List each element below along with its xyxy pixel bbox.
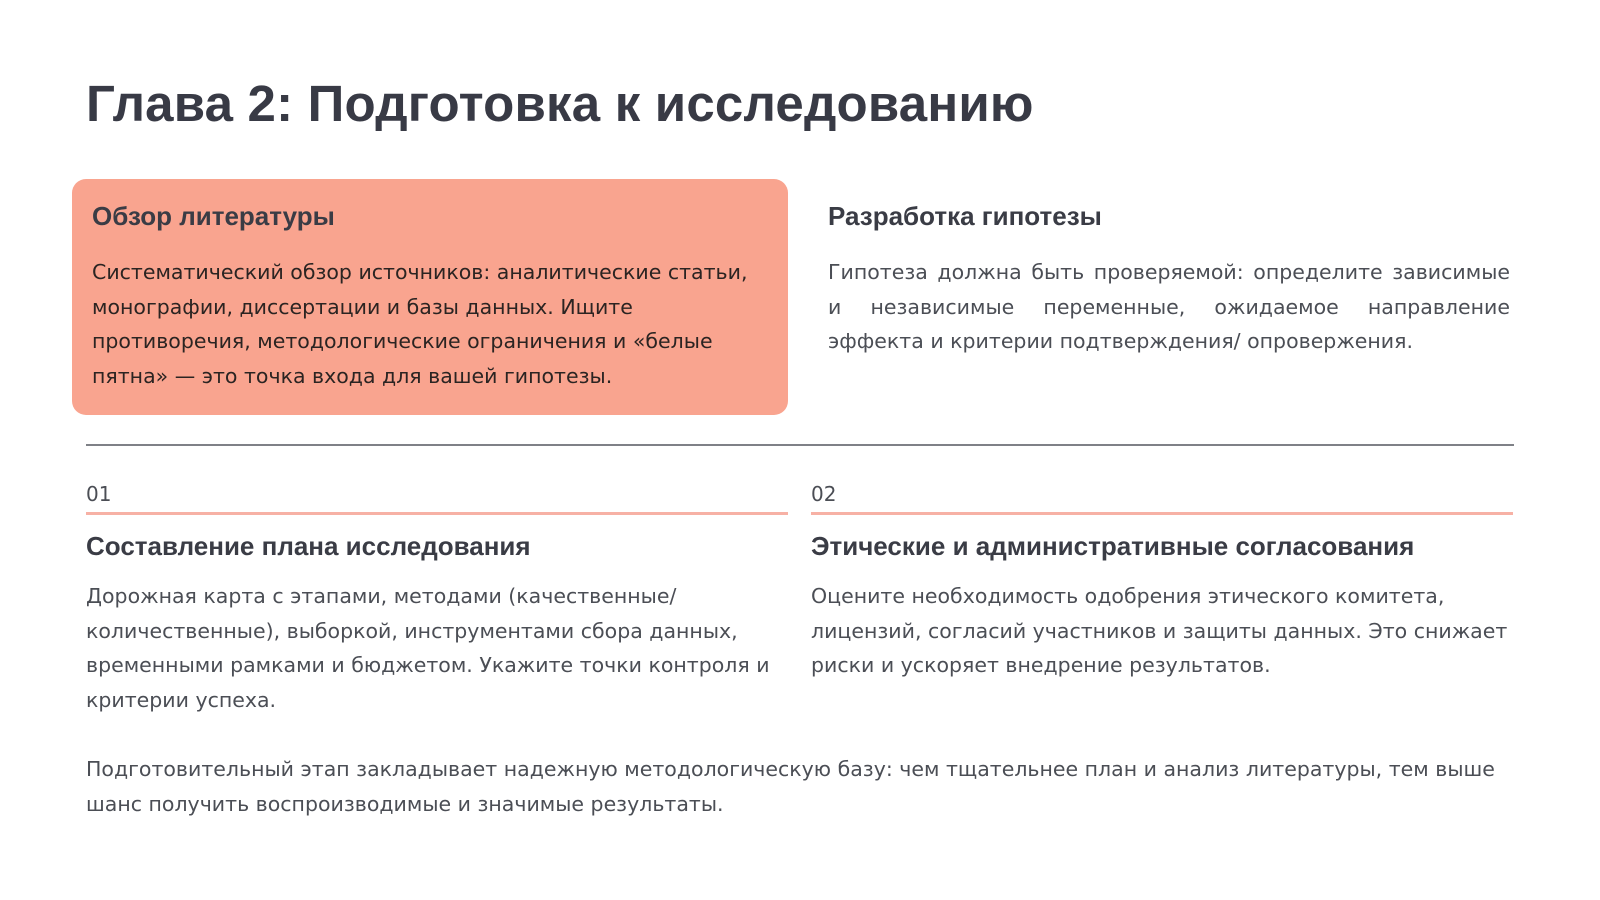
- step-title: Этические и административные согласования: [811, 531, 1415, 561]
- step-number: 01: [86, 482, 112, 506]
- step-text: Оцените необходимость одобрения этического комитета, лицензий, согласий участников и защиты данных. Это снижает риски и ускоряет внедрение результатов.: [811, 584, 1508, 677]
- page-title: Глава 2: Подготовка к исследованию: [86, 75, 1034, 132]
- section-divider: [86, 444, 1514, 446]
- literature-review-title: Обзор литературы: [92, 201, 335, 231]
- step-accent-rule: [86, 512, 788, 515]
- step-research-plan: [86, 476, 788, 717]
- step-accent-rule: [811, 512, 1513, 515]
- step-text: Дорожная карта с этапами, методами (качественные/количественные), выборкой, инструментами сбора данных, временными рамками и бюджетом. Укажите точки контроля и критерии успеха.: [86, 584, 770, 712]
- literature-review-text: Систематический обзор источников: аналитические статьи, монографии, диссертации и базы данных. Ищите противоречия, методологические ограничения и «белые пятна» — это точка входа для вашей гипотезы.: [92, 260, 748, 388]
- step-ethics-approvals: [811, 476, 1513, 683]
- hypothesis-title: Разработка гипотезы: [828, 201, 1102, 231]
- hypothesis-card: [808, 179, 1530, 415]
- step-title: Составление плана исследования: [86, 531, 531, 561]
- literature-review-card: [72, 179, 788, 415]
- hypothesis-text: Гипотеза должна быть проверяемой: определите зависимые и независимые переменные, ожидаемое направление эффекта и критерии подтверждения/ опровержения.: [828, 260, 1510, 353]
- conclusion-text: Подготовительный этап закладывает надежную методологическую базу: чем тщательнее план и анализ литературы, тем выше шанс получить воспроизводимые и значимые результаты.: [86, 757, 1495, 816]
- step-number: 02: [811, 482, 837, 506]
